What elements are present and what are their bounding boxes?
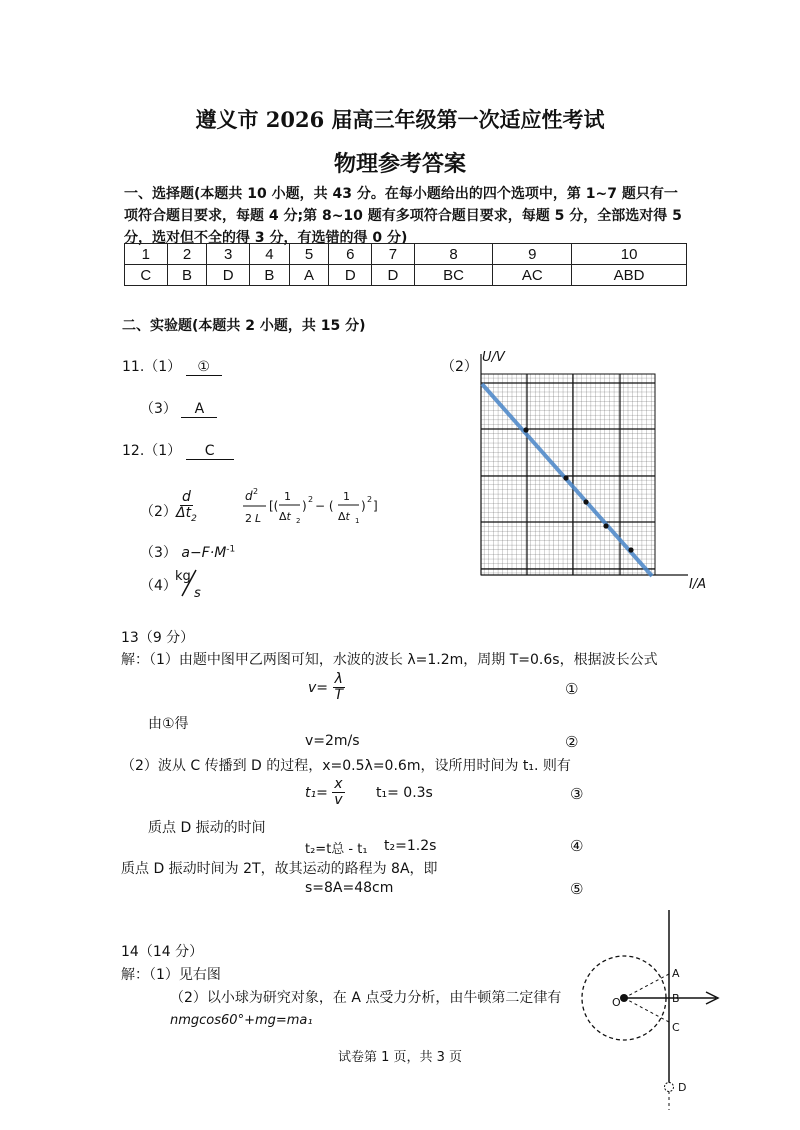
q13-line4: 质点 D 振动的时间 [148,820,266,836]
svg-text:2: 2 [296,517,301,525]
fraction-denominator: v [334,792,343,809]
q12-4-den: s [194,586,201,601]
question-number: 9 [493,244,572,265]
q13-mark2: ② [565,733,579,751]
svg-text:− (: − ( [315,499,334,513]
q12-2-answer-b-formula [242,486,392,532]
question-number: 4 [250,244,290,265]
svg-text:2: 2 [367,495,373,504]
q13-eq3 [305,777,345,809]
label-c: C [672,1021,680,1034]
svg-text:2: 2 [245,512,252,525]
answer-cell: C [125,265,168,286]
svg-text:Δt: Δt [279,510,291,523]
q14-eq1: nmgcos60°+mg=ma₁ [170,1013,313,1028]
q13-mark3: ③ [570,785,584,803]
svg-text:1: 1 [355,517,360,525]
question-number: 5 [289,244,329,265]
q14-force-diagram [578,905,738,1125]
question-number: 8 [414,244,493,265]
q13-eq5: s=8A=48cm [305,880,394,896]
section2-heading: 二、实验题(本题共 2 小题，共 15 分) [122,318,366,334]
q13-line2: 由①得 [148,716,189,732]
question-number: 2 [167,244,207,265]
q12-1 [122,440,234,460]
graph-ylabel: U/V [482,350,505,365]
q12-3-answer: a−F·M [181,545,227,561]
label-a: A [672,967,680,980]
fraction-denominator: T [334,687,344,704]
answer-table-number-row [125,244,687,265]
q11-1-label: 11.（1） [122,359,182,375]
oa-dashed-line [624,974,669,998]
fraction-numerator: x [334,776,343,792]
fraction-denominator: $\Delta t_2$ [176,505,197,525]
q13-eq2: v=2m/s [305,733,360,749]
answer-cell: B [250,265,290,286]
fraction-x-over-v [332,777,344,809]
svg-text:1: 1 [343,490,350,503]
q14-header: 14（14 分） [121,944,204,960]
answer-subtitle: 物理参考答案 [333,151,466,177]
answer-cell: B [167,265,207,286]
exam-title: 遵义市 2026 届高三年级第一次适应性考试 [195,107,605,132]
answer-cell: D [372,265,415,286]
q13-mark1: ① [565,680,579,698]
q13-line3: （2）波从 C 传播到 D 的过程，x=0.5λ=0.6m，设所用时间为 t₁. 则有 [121,758,571,774]
fraction-d-over-dt2 [174,490,199,525]
q11-1-answer: ① [186,359,222,376]
fraction-numerator: d [181,489,191,505]
q12-2-label: （2） [140,504,177,520]
q11-1 [122,356,222,376]
svg-text:[(: [( [269,499,279,513]
q13-eq1-lhs: v= [308,679,329,696]
answer-cell: D [207,265,250,286]
svg-text:): ) [361,499,366,513]
q11-3-label: （3） [140,401,177,417]
q11-3 [140,398,217,418]
q13-eq1 [308,672,345,704]
answer-cell: D [329,265,372,286]
q13-eq4-lhs: t₂=t总 - t₁ [305,842,368,857]
label-o: O [612,996,621,1009]
graph-minor-grid [481,374,655,575]
oc-dashed-line [624,998,669,1022]
answer-cell: ABD [572,265,687,286]
q12-4-label: （4） [140,578,177,594]
svg-text:L: L [255,512,262,525]
graph-xlabel: I/A [689,577,707,592]
q12-1-answer: C [186,443,234,460]
question-number: 10 [572,244,687,265]
svg-text:]: ] [373,499,378,513]
label-b: B [672,992,680,1005]
data-point [603,523,608,528]
svg-text:Δt: Δt [338,510,350,523]
q11-2-label: （2） [441,359,478,375]
fraction-lambda-over-t [332,672,345,704]
u-i-graph [470,350,700,590]
question-number: 3 [207,244,250,265]
section1-heading-line2: 项符合题目要求，每题 4 分;第 8~10 题有多项符合题目要求，每题 5 分，全部选对得 5 [124,208,682,224]
data-point [563,475,568,480]
svg-text:2: 2 [308,495,314,504]
data-point [523,427,528,432]
answer-table [124,243,687,286]
svg-text:2: 2 [253,487,259,496]
q14-line2: （2）以小球为研究对象，在 A 点受力分析，由牛顿第二定律有 [170,990,562,1006]
q13-header: 13（9 分） [121,630,195,646]
q12-3-exponent: -1 [226,544,236,555]
point-d [665,1083,674,1092]
label-d: D [678,1081,687,1094]
svg-text:): ) [302,499,307,513]
q13-eq3-lhs: t₁= [305,784,328,801]
question-number: 6 [329,244,372,265]
fraction-numerator: λ [334,671,343,687]
section1-heading-line1: 一、选择题(本题共 10 小题，共 43 分。在每小题给出的四个选项中，第 1~7 题只有一 [124,186,678,202]
answer-cell: A [289,265,329,286]
q12-3 [140,542,235,562]
q12-4-num: kg [175,569,191,584]
answer-table-answer-row [125,265,687,286]
q11-3-answer: A [181,401,217,418]
q13-mark5: ⑤ [570,880,584,898]
question-number: 1 [125,244,168,265]
svg-text:d: d [245,489,253,503]
q13-line5: 质点 D 振动时间为 2T，故其运动的路程为 8A，即 [121,861,438,877]
page-footer: 试卷第 1 页，共 3 页 [337,1050,463,1065]
q14-line1: 解：（1）见右图 [121,967,221,983]
ball-o [620,994,628,1002]
q12-1-label: 12.（1） [122,443,182,459]
data-point [583,499,588,504]
q13-eq4-rhs: t₂=1.2s [384,838,437,854]
q12-2-answer-a [174,490,199,525]
svg-text:1: 1 [284,490,291,503]
q13-mark4: ④ [570,837,584,855]
answer-cell: BC [414,265,493,286]
q13-line1: 解：（1）由题中图甲乙两图可知，水波的波长 λ=1.2m，周期 T=0.6s，根据波长公式 [121,652,658,668]
section1-heading-line3: 分，选对但不全的得 3 分，有选错的得 0 分) [124,230,408,246]
data-point [628,547,633,552]
answer-cell: AC [493,265,572,286]
q13-eq3-rhs: t₁= 0.3s [376,785,433,801]
question-number: 7 [372,244,415,265]
q12-3-label: （3） [140,545,177,561]
